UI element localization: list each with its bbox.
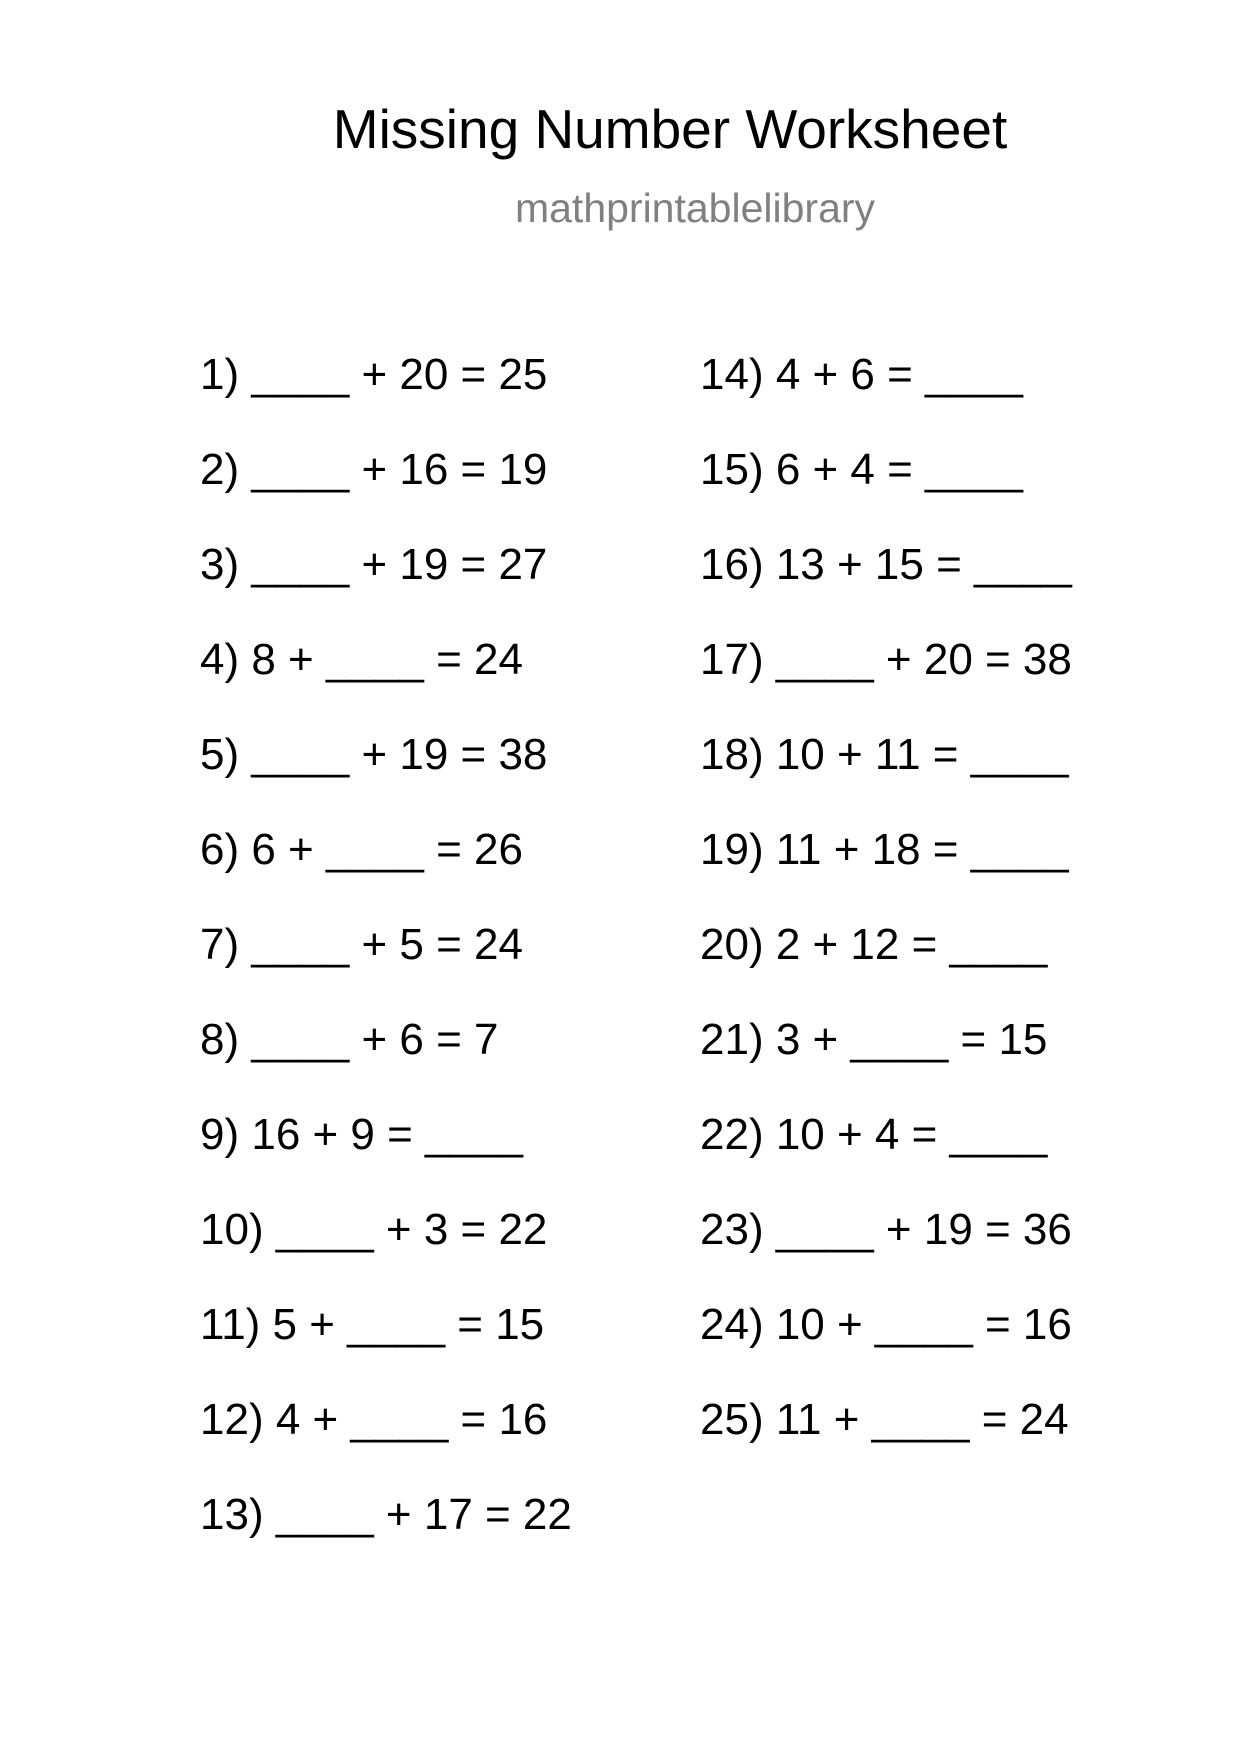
worksheet-subtitle: mathprintablelibrary <box>514 185 876 231</box>
problem-13: 13) ____ + 17 = 22 <box>200 1490 572 1539</box>
problem-5: 5) ____ + 19 = 38 <box>200 730 548 779</box>
problem-12: 12) 4 + ____ = 16 <box>200 1395 548 1444</box>
problem-10: 10) ____ + 3 = 22 <box>200 1205 548 1254</box>
problem-1: 1) ____ + 20 = 25 <box>200 350 548 399</box>
problem-15: 15) 6 + 4 = ____ <box>700 445 1023 494</box>
problem-21: 21) 3 + ____ = 15 <box>700 1015 1048 1064</box>
problem-8: 8) ____ + 6 = 7 <box>200 1015 499 1064</box>
problem-20: 20) 2 + 12 = ____ <box>700 920 1048 969</box>
problem-16: 16) 13 + 15 = ____ <box>700 540 1072 589</box>
problem-2: 2) ____ + 16 = 19 <box>200 445 548 494</box>
problem-7: 7) ____ + 5 = 24 <box>200 920 523 969</box>
problem-6: 6) 6 + ____ = 26 <box>200 825 523 874</box>
problem-14: 14) 4 + 6 = ____ <box>700 350 1023 399</box>
problem-4: 4) 8 + ____ = 24 <box>200 635 523 684</box>
problem-24: 24) 10 + ____ = 16 <box>700 1300 1072 1349</box>
problem-9: 9) 16 + 9 = ____ <box>200 1110 523 1159</box>
problem-22: 22) 10 + 4 = ____ <box>700 1110 1048 1159</box>
problem-17: 17) ____ + 20 = 38 <box>700 635 1072 684</box>
problem-11: 11) 5 + ____ = 15 <box>200 1300 545 1349</box>
problem-3: 3) ____ + 19 = 27 <box>200 540 548 589</box>
problem-23: 23) ____ + 19 = 36 <box>700 1205 1072 1254</box>
problems-left-column <box>200 348 572 1583</box>
problem-19: 19) 11 + 18 = ____ <box>700 825 1069 874</box>
problem-18: 18) 10 + 11 = ____ <box>700 730 1069 779</box>
worksheet-title: Missing Number Worksheet <box>332 98 1008 160</box>
problem-25: 25) 11 + ____ = 24 <box>700 1395 1069 1444</box>
problems-right-column <box>700 348 1072 1488</box>
